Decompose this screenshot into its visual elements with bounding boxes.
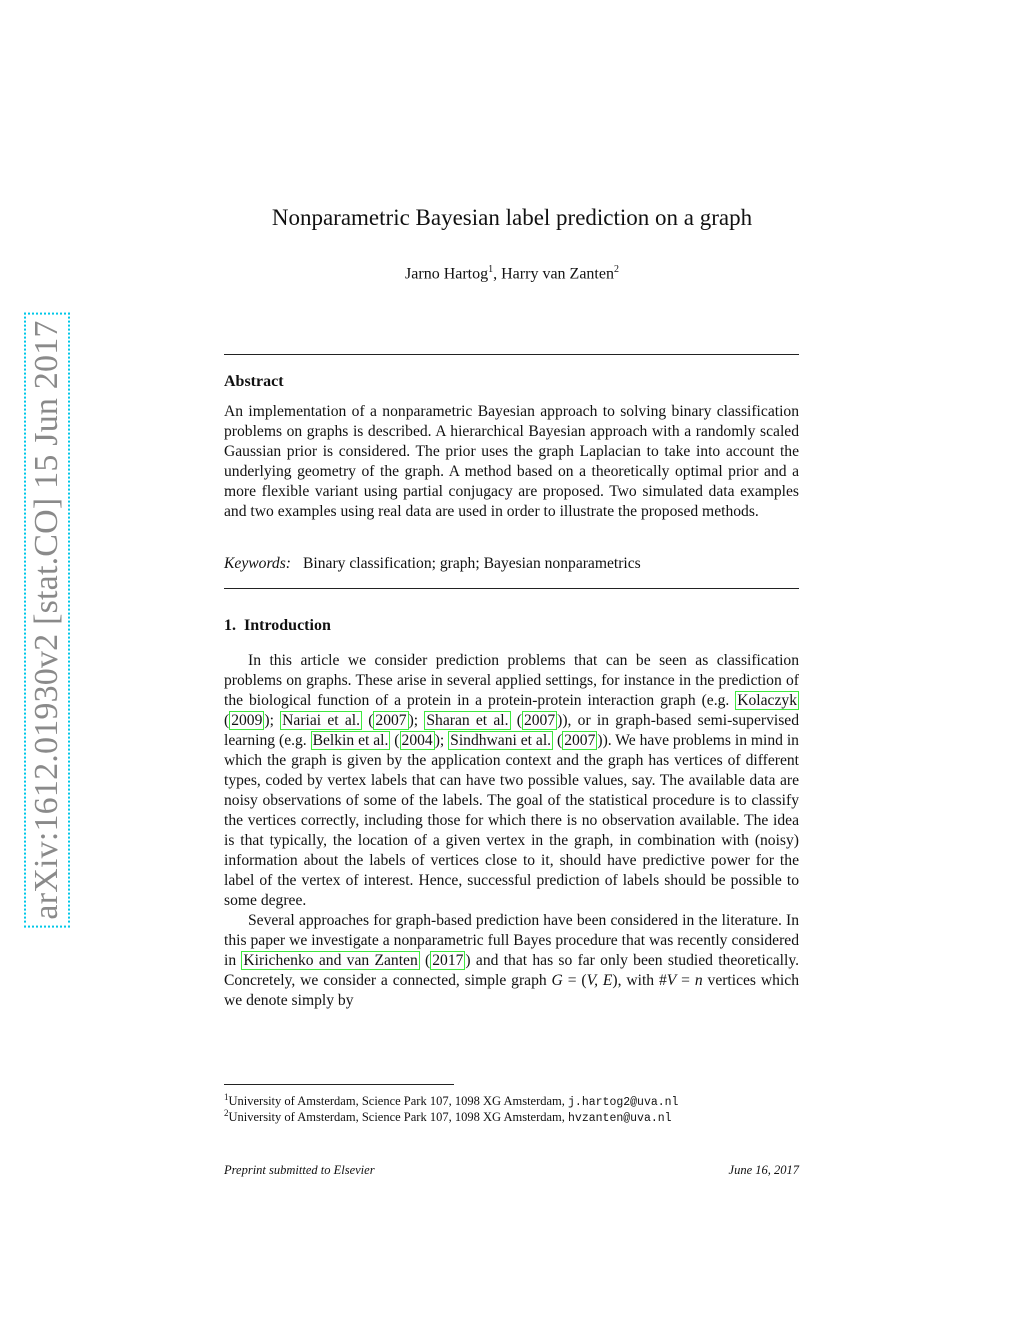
citation-year-link[interactable]: 2007 [375,712,407,729]
footnote-email[interactable]: j.hartog2@uva.nl [568,1096,679,1110]
author-separator: , [493,265,502,283]
abstract-heading: Abstract [224,373,284,390]
abstract-bottom-rule [224,588,799,589]
paper-title: Nonparametric Bayesian label prediction on a graph [271,205,753,230]
math-symbol: V, E [586,972,613,989]
text-run: ); [408,712,425,729]
author-1: Jarno Hartog [405,265,489,283]
citation-year-link[interactable]: 2017 [432,952,464,969]
footnote-mark: 1 [224,1092,229,1102]
text-run: ); [434,732,449,749]
author-1-mark: 1 [488,264,494,275]
keywords-text: Binary classification; graph; Bayesian nonparametrics [303,555,641,572]
arxiv-identifier[interactable]: arXiv:1612.01930v2 [stat.CO] 15 Jun 2017 [24,312,70,927]
intro-paragraph-1 [224,651,799,911]
math-symbol: V [666,972,677,989]
text-run: )). We have problems in mind in which the graph is given by the application context and the graph has vertices of different types, coded by vertex labels that can have two possible values, say. The available data are noisy observations of some of the labels. The goal of the statistical procedure is to classify the vertices correctly, including those for which there is no observation available. The idea is that typically, the location of a given vertex in the graph, in combination with (noisy) information about the labels of vertices close to it, should have predictive power for the label of the vertex of interest. Hence, successful prediction of labels should be possible to some degree. [224,732,799,909]
text-run: ( [553,732,563,749]
text-run: ( [390,732,400,749]
citation-link[interactable]: Sharan et al. [426,712,509,729]
math-symbol: G [551,972,563,989]
section-number: 1. [224,617,236,634]
section-heading [224,615,799,637]
footnote-rule [224,1084,454,1085]
footnote-2 [224,1105,824,1127]
citation-link[interactable]: Kolaczyk [737,692,797,709]
text-run: ) and that has so far only been studied theoretically. Concretely, we consider a connected, simple graph [224,952,800,989]
author-2: Harry van Zanten [501,265,614,283]
citation-link[interactable]: Belkin et al. [312,732,389,749]
author-2-mark: 2 [613,264,619,275]
text-run: ), with # [612,972,667,989]
footnote-text: University of Amsterdam, Science Park 107, 1098 XG Amsterdam, [228,1094,569,1109]
citation-year-link[interactable]: 2007 [564,732,596,749]
text-run: ( [224,712,230,729]
section-title: Introduction [244,617,331,634]
text-run: = ( [562,972,587,989]
abstract-top-rule [224,354,799,355]
text-run: ( [361,712,374,729]
citation-link[interactable]: Kirichenko and van Zanten [243,952,418,969]
citation-link[interactable]: Nariai et al. [282,712,360,729]
keywords-label: Keywords: [224,555,291,572]
citation-link[interactable]: Sindhwani et al. [450,732,552,749]
abstract-body: An implementation of a nonparametric Bayesian approach to solving binary classification problems on graphs is described. A hierarchical Bayesian approach with a randomly scaled Gaussian prior is considered. The prior uses the graph Laplacian to take into account the underlying geometry of the graph. A method based on a theoretically optimal prior and a more flexible variant using partial conjugacy are proposed. Two simulated data examples and two examples using real data are used in order to illustrate the proposed methods. [224,403,799,521]
text-run: )), or in graph-based semi-supervised learning (e.g. [224,712,799,749]
citation-year-link[interactable]: 2007 [523,712,556,729]
footer-journal: Preprint submitted to Elsevier [224,1163,375,1177]
text-run: Several approaches for graph-based prediction have been considered in the literature. In this paper we investigate a nonparametric full Bayes procedure that was recently considered in [224,912,799,969]
footnote-mark: 2 [224,1108,229,1118]
keywords [224,554,799,574]
footnote-email[interactable]: hvzanten@uva.nl [568,1112,672,1126]
page-footer [224,1163,799,1178]
text-run: In this article we consider prediction problems that can be seen as classification problems on graphs. These arise in several applied settings, for instance in the prediction of the biological function of a protein in a protein-protein interaction graph (e.g. [224,652,799,709]
intro-paragraph-2 [224,911,799,1011]
footnote-text: University of Amsterdam, Science Park 107, 1098 XG Amsterdam, [228,1110,569,1125]
text-run: ); [264,712,281,729]
text-run: ( [510,712,522,729]
math-symbol: n [694,972,703,989]
citation-year-link[interactable]: 2004 [401,732,433,749]
text-run: ( [419,952,431,969]
author-list [0,259,1024,285]
text-run: vertices which we denote simply by [224,972,799,1009]
text-run: = [676,972,695,989]
intro-body [224,651,799,1011]
arxiv-sidebar [22,315,72,925]
footer-date: June 16, 2017 [728,1163,799,1177]
citation-year-link[interactable]: 2009 [231,712,263,729]
